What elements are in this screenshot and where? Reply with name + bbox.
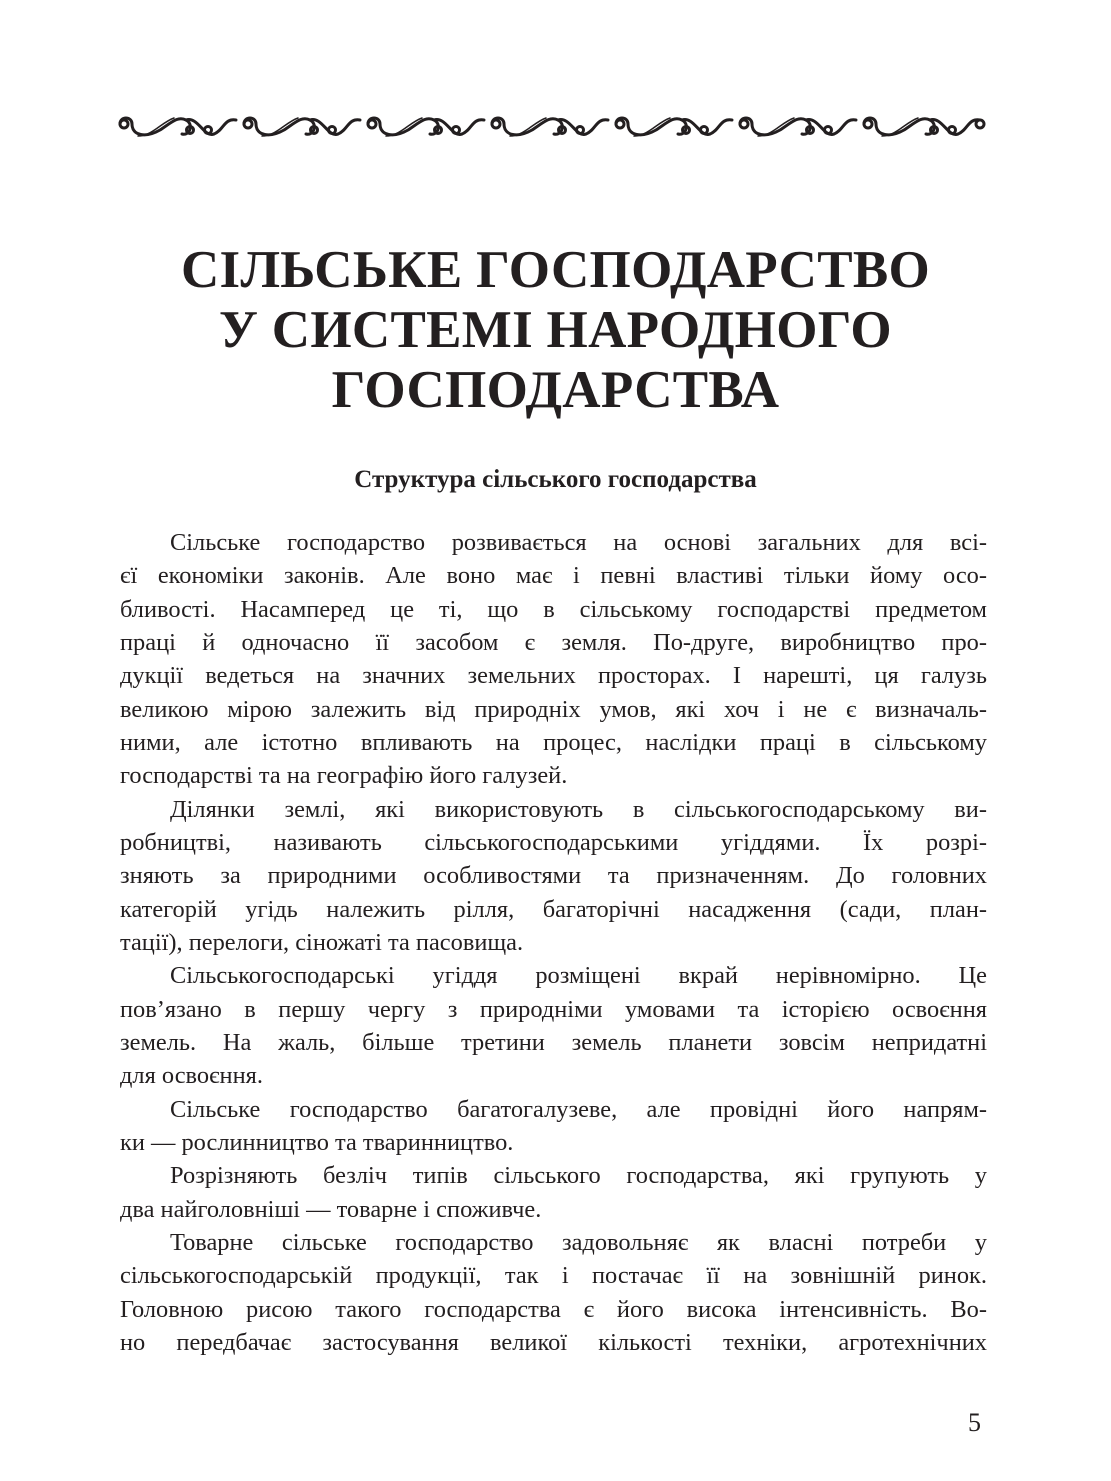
chapter-title xyxy=(0,240,1111,420)
text-line: тації), перелоги, сіножаті та пасовища. xyxy=(120,928,524,956)
chapter-title-line: СІЛЬСЬКЕ ГОСПОДАРСТВО xyxy=(180,241,931,299)
section-heading: Структура сільського господарства xyxy=(354,466,757,493)
text-line: категорій угідь належить рілля, багаторічні насадження (сади, план- xyxy=(120,895,987,923)
chapter-title-line: У СИСТЕМІ НАРОДНОГО xyxy=(219,301,892,359)
text-line: два найголовніші — товарне і споживче. xyxy=(120,1195,542,1223)
text-line: єї економіки законів. Але воно має і певні властиві тільки йому осо- xyxy=(120,562,987,590)
text-line: праці й одночасно її засобом є земля. По-друге, виробництво про- xyxy=(120,628,987,656)
text-line: господарстві та на географію його галузей. xyxy=(120,762,568,790)
paragraph xyxy=(120,526,987,793)
paragraph xyxy=(120,1226,987,1359)
text-line: Сільське господарство розвивається на основі загальних для всі- xyxy=(170,529,987,556)
text-line: Головною рисою такого господарства є його висока інтенсивність. Во- xyxy=(120,1295,987,1323)
text-line: сільськогосподарській продукції, так і постачає її на зовнішній ринок. xyxy=(120,1262,987,1290)
paragraph xyxy=(120,1093,987,1160)
text-line: великою мірою залежить від природніх умов, які хоч і не є визначаль- xyxy=(120,695,987,723)
text-line: Сільськогосподарські угіддя розміщені вкрай нерівномірно. Це xyxy=(170,962,987,990)
text-line: дукції ведеться на значних земельних просторах. І нарешті, ця галузь xyxy=(120,662,987,690)
text-line: Розрізняють безліч типів сільського господарства, які групують у xyxy=(170,1162,987,1190)
text-line: робництві, називають сільськогосподарськими угіддями. Їх розрі- xyxy=(120,828,987,856)
text-line: бливості. Насамперед це ті, що в сільському господарстві предметом xyxy=(120,595,987,623)
text-line: Товарне сільське господарство задовольняє як власні потреби у xyxy=(170,1228,987,1256)
chapter-title-line: ГОСПОДАРСТВА xyxy=(331,361,780,419)
text-line: Ділянки землі, які використовують в сільськогосподарському ви- xyxy=(170,795,987,823)
text-line: Сільське господарство багатогалузеве, але провідні його напрям- xyxy=(170,1095,987,1123)
text-line: ки — рослинництво та тваринництво. xyxy=(120,1128,514,1156)
paragraph xyxy=(120,793,987,960)
text-line: ними, але істотно впливають на процес, наслідки праці в сільському xyxy=(120,728,987,756)
paragraph xyxy=(120,1159,987,1226)
text-line: пов’язано в першу чергу з природніми умовами та історією освоєння xyxy=(120,995,987,1023)
ornament-pattern xyxy=(120,118,984,136)
page-number: 5 xyxy=(968,1408,981,1437)
text-line: но передбачає застосування великої кількості техніки, агротехнічних xyxy=(120,1328,987,1356)
text-line: земель. На жаль, більше третини земель планети зовсім непридатні xyxy=(120,1028,987,1056)
paragraph xyxy=(120,959,987,1092)
text-line: зняють за природними особливостями та призначенням. До головних xyxy=(120,862,987,890)
decorative-ornament-border xyxy=(116,110,988,146)
body-text xyxy=(120,526,987,1359)
text-line: для освоєння. xyxy=(120,1062,263,1090)
